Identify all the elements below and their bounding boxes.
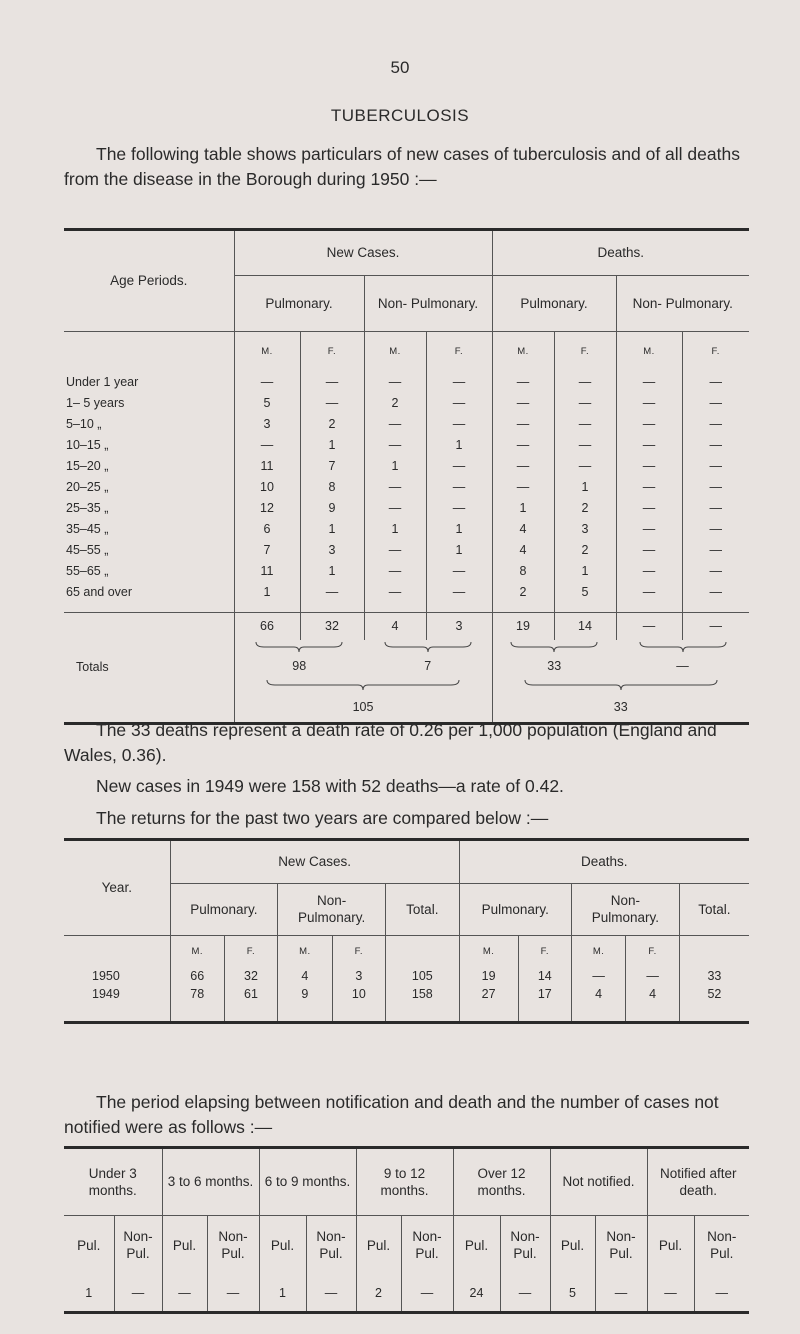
total-cell: — — [682, 612, 749, 640]
total-cell: 66 — [234, 612, 300, 640]
death-nonpulmonary-header: Non- Pulmonary. — [571, 883, 679, 935]
table-cell: 12 — [234, 497, 300, 518]
age-label: 35–45 „ — [64, 518, 234, 539]
col-m: M. — [364, 331, 426, 371]
period-header: 9 to 12 months. — [356, 1149, 453, 1215]
age-label: 45–55 „ — [64, 539, 234, 560]
table-cell: — — [616, 392, 682, 413]
table-cell: 5 — [234, 392, 300, 413]
table-cell: — — [715, 1286, 728, 1300]
totals-label: Totals — [64, 612, 234, 722]
table-cell: — — [616, 455, 682, 476]
age-periods-header: Age Periods. — [110, 273, 188, 289]
table-cell: — — [647, 1275, 694, 1311]
table-row — [64, 392, 749, 413]
table-cell: — — [616, 413, 682, 434]
col-f: F. — [300, 331, 364, 371]
total-cell: — — [616, 612, 682, 640]
col-m: M. — [616, 331, 682, 371]
table-cell: — — [709, 584, 722, 599]
col-m: M. — [170, 935, 224, 967]
total-cell: 4 — [364, 612, 426, 640]
col-m: M. — [459, 935, 518, 967]
table-row — [64, 371, 749, 392]
subtotal-cell: 98 — [292, 659, 307, 673]
table-cell: — — [114, 1275, 162, 1311]
table-cell: 1 — [492, 497, 554, 518]
table-cell: — — [554, 371, 616, 392]
col-f: F. — [626, 935, 679, 967]
col-f: F. — [682, 331, 749, 371]
col-f: F. — [518, 935, 571, 967]
table-cell: — — [300, 371, 364, 392]
table-cell: — — [616, 476, 682, 497]
table-cell: — — [709, 458, 722, 473]
table-cell: 2 — [300, 413, 364, 434]
brace — [616, 640, 749, 654]
table-cell: — — [709, 437, 722, 452]
table-cell: 3 — [554, 518, 616, 539]
table-cell: 19 — [459, 967, 518, 985]
table-cell: — — [554, 413, 616, 434]
table-cell: 3 — [300, 539, 364, 560]
brace — [364, 640, 492, 654]
table-cell: 2 — [356, 1275, 401, 1311]
table-cell: 3 — [332, 967, 386, 985]
new-nonpulmonary-header: Non- Pulmonary. — [278, 883, 386, 935]
table-cell: 1 — [300, 518, 364, 539]
col-m: M. — [571, 935, 625, 967]
table-cell: — — [401, 1275, 453, 1311]
table-cell: 61 — [224, 985, 277, 1003]
pul-header: Pul. — [453, 1215, 500, 1275]
table-cell: — — [554, 392, 616, 413]
table-row — [64, 434, 749, 455]
table-cell: 2 — [492, 581, 554, 602]
table-cell: — — [595, 1275, 647, 1311]
table-cell: 105 — [386, 967, 459, 985]
grand-total-cell: 105 — [234, 692, 492, 722]
col-m: M. — [234, 331, 300, 371]
total-cell: 14 — [554, 612, 616, 640]
table-cell: — — [426, 371, 492, 392]
table-cell: 2 — [554, 497, 616, 518]
table-cell: 4 — [571, 985, 625, 1003]
age-label: 10–15 „ — [64, 434, 234, 455]
table-cell: — — [616, 371, 682, 392]
table-cell: — — [492, 455, 554, 476]
period-header: Under 3 months. — [64, 1149, 162, 1215]
table-cell: 10 — [332, 985, 386, 1003]
table-cell: 1 — [234, 581, 300, 602]
table-row — [64, 476, 749, 497]
col-f: F. — [332, 935, 386, 967]
table-cell: — — [616, 434, 682, 455]
notification-intro: The period elapsing between notification and death and the number of cases not notified were as follows :— — [64, 1092, 719, 1137]
table-cell: — — [571, 967, 625, 985]
table-cell: — — [616, 497, 682, 518]
non-pul-header: Non- Pul. — [114, 1215, 162, 1275]
table-cell: 1 — [259, 1275, 306, 1311]
table-cell: — — [616, 560, 682, 581]
table-cell: — — [426, 413, 492, 434]
col-m: M. — [492, 331, 554, 371]
table-row — [64, 539, 749, 560]
table-cell: 66 — [170, 967, 224, 985]
page-title: TUBERCULOSIS — [330, 106, 470, 125]
age-label: 1– 5 years — [64, 392, 234, 413]
table-cell: 1 — [364, 518, 426, 539]
period-header: Over 12 months. — [453, 1149, 550, 1215]
total-cell: 19 — [492, 612, 554, 640]
subtotal-cell: 33 — [547, 659, 562, 673]
col-m: M. — [278, 935, 332, 967]
table-cell: — — [709, 521, 722, 536]
table-cell: — — [162, 1275, 207, 1311]
year-header: Year. — [64, 841, 170, 935]
subtotal-cell: 7 — [364, 654, 492, 678]
table-cell: 1 — [300, 560, 364, 581]
table-cell: — — [300, 581, 364, 602]
table-cell: — — [616, 518, 682, 539]
table-cell: 10 — [234, 476, 300, 497]
table-cell: — — [492, 434, 554, 455]
table-cell: 1 — [426, 434, 492, 455]
brace — [234, 678, 492, 692]
table-cell: 24 — [453, 1275, 500, 1311]
pul-header: Pul. — [259, 1215, 306, 1275]
table-cell: — — [709, 500, 722, 515]
table-cell: — — [426, 476, 492, 497]
table-cell: 4 — [278, 967, 332, 985]
table-cell: 9 — [300, 497, 364, 518]
table-cell: — — [426, 581, 492, 602]
table-row — [64, 518, 749, 539]
table-cell: 7 — [300, 455, 364, 476]
table-cell: — — [554, 434, 616, 455]
table-cell: 78 — [170, 985, 224, 1003]
new-pulmonary-header: Pulmonary. — [170, 883, 278, 935]
death-total-header: Total. — [698, 901, 731, 917]
year-comparison-table — [64, 838, 749, 1024]
col-f: F. — [554, 331, 616, 371]
table-cell: — — [709, 395, 722, 410]
death-nonpulmonary-header: Non- Pulmonary. — [632, 295, 733, 311]
table-cell: 6 — [234, 518, 300, 539]
non-pul-header: Non- Pul. — [306, 1215, 356, 1275]
comparison-intro: The returns for the past two years are compared below :— — [96, 808, 549, 828]
table-cell: 5 — [550, 1275, 595, 1311]
table-cell: 1 — [426, 518, 492, 539]
table-cell: — — [364, 371, 426, 392]
table-cell: — — [626, 967, 679, 985]
table-row — [64, 560, 749, 581]
age-label: 65 and over — [64, 581, 234, 602]
table-cell: — — [364, 476, 426, 497]
non-pul-header: Non- Pul. — [500, 1215, 550, 1275]
col-f: F. — [224, 935, 277, 967]
period-header: 3 to 6 months. — [162, 1149, 259, 1215]
table-cell: — — [306, 1275, 356, 1311]
year-label: 1949 — [64, 985, 170, 1003]
table-row — [64, 967, 749, 985]
table-cell: 1 — [426, 539, 492, 560]
period-header: Not notified. — [550, 1149, 647, 1215]
table-cell: — — [364, 413, 426, 434]
table-cell: — — [709, 479, 722, 494]
age-period-table — [64, 228, 749, 725]
table-cell: 17 — [518, 985, 571, 1003]
table-cell: 11 — [234, 560, 300, 581]
new-cases-header: New Cases. — [234, 231, 492, 275]
table-cell: — — [364, 434, 426, 455]
intro-paragraph: The following table shows particulars of new cases of tuberculosis and of all deaths from the disease in the Borough during 1950 :— — [64, 144, 740, 189]
age-label: 15–20 „ — [64, 455, 234, 476]
table-cell: 1 — [554, 560, 616, 581]
age-label: 20–25 „ — [64, 476, 234, 497]
new-pulmonary-header: Pulmonary. — [234, 275, 364, 331]
grand-total-cell: 33 — [613, 700, 628, 714]
table-cell: — — [426, 392, 492, 413]
table-cell: 1 — [364, 455, 426, 476]
table-row — [64, 413, 749, 434]
table-cell: 158 — [386, 985, 459, 1003]
table-cell: — — [364, 581, 426, 602]
table-cell: 33 — [707, 969, 722, 983]
table-cell: — — [426, 497, 492, 518]
col-f: F. — [426, 331, 492, 371]
table-cell: — — [234, 434, 300, 455]
period-header: 6 to 9 months. — [259, 1149, 356, 1215]
pul-header: Pul. — [647, 1215, 694, 1275]
table-cell: 3 — [234, 413, 300, 434]
age-label: 5–10 „ — [64, 413, 234, 434]
table-cell: — — [364, 497, 426, 518]
table-cell: 8 — [492, 560, 554, 581]
table-cell: 14 — [518, 967, 571, 985]
table-cell: 32 — [224, 967, 277, 985]
table-cell: — — [426, 455, 492, 476]
table-cell: — — [709, 542, 722, 557]
table-cell: 11 — [234, 455, 300, 476]
table-cell: 4 — [626, 985, 679, 1003]
age-label: Under 1 year — [64, 371, 234, 392]
table-cell: 2 — [554, 539, 616, 560]
table-cell: — — [709, 374, 722, 389]
non-pul-header: Non- Pul. — [707, 1229, 737, 1262]
table-cell: 7 — [234, 539, 300, 560]
period-header: Notified after death. — [647, 1149, 749, 1215]
brace — [492, 640, 616, 654]
total-cell: 3 — [426, 612, 492, 640]
table-cell: 27 — [459, 985, 518, 1003]
previous-year-paragraph: New cases in 1949 were 158 with 52 deaths—a rate of 0.42. — [96, 776, 564, 796]
table-cell: — — [492, 413, 554, 434]
table-cell: 1 — [300, 434, 364, 455]
table-cell: 8 — [300, 476, 364, 497]
table-cell: 1 — [64, 1275, 114, 1311]
pul-header: Pul. — [64, 1215, 114, 1275]
new-total-header: Total. — [386, 883, 459, 935]
table-cell: — — [364, 560, 426, 581]
table-cell: — — [500, 1275, 550, 1311]
deaths-header: Deaths. — [492, 231, 749, 275]
pul-header: Pul. — [162, 1215, 207, 1275]
brace — [492, 678, 749, 692]
pul-header: Pul. — [356, 1215, 401, 1275]
year-label: 1950 — [64, 967, 170, 985]
table-cell: — — [492, 476, 554, 497]
table-cell: 9 — [278, 985, 332, 1003]
table-cell: — — [709, 416, 722, 431]
age-label: 55–65 „ — [64, 560, 234, 581]
pul-header: Pul. — [550, 1215, 595, 1275]
table-cell: — — [616, 581, 682, 602]
age-label: 25–35 „ — [64, 497, 234, 518]
table-cell: — — [492, 371, 554, 392]
table-cell: 4 — [492, 518, 554, 539]
table-cell: 4 — [492, 539, 554, 560]
table-cell: — — [364, 539, 426, 560]
non-pul-header: Non- Pul. — [207, 1215, 259, 1275]
new-nonpulmonary-header: Non- Pulmonary. — [364, 275, 492, 331]
non-pul-header: Non- Pul. — [595, 1215, 647, 1275]
table-cell: — — [300, 392, 364, 413]
brace — [234, 640, 364, 654]
table-row — [64, 581, 749, 602]
table-cell: — — [207, 1275, 259, 1311]
table-cell: — — [234, 371, 300, 392]
table-cell: — — [616, 539, 682, 560]
table-cell: — — [554, 455, 616, 476]
deaths-header: Deaths. — [459, 841, 749, 883]
page-number: 50 — [390, 58, 410, 77]
table-row — [64, 497, 749, 518]
table-row — [64, 985, 749, 1003]
death-rate-paragraph: The 33 deaths represent a death rate of 0.26 per 1,000 population (England and Wales, 0.36). — [64, 720, 717, 765]
table-cell: 1 — [554, 476, 616, 497]
total-cell: 32 — [300, 612, 364, 640]
table-cell: — — [426, 560, 492, 581]
table-cell: 2 — [364, 392, 426, 413]
table-cell: — — [492, 392, 554, 413]
non-pul-header: Non- Pul. — [401, 1215, 453, 1275]
death-pulmonary-header: Pulmonary. — [459, 883, 571, 935]
table-row — [64, 455, 749, 476]
table-cell: 52 — [707, 987, 722, 1001]
notification-period-table — [64, 1146, 749, 1314]
table-cell: 5 — [554, 581, 616, 602]
subtotal-cell: — — [676, 659, 689, 673]
table-cell: — — [709, 563, 722, 578]
new-cases-header: New Cases. — [170, 841, 459, 883]
death-pulmonary-header: Pulmonary. — [492, 275, 616, 331]
